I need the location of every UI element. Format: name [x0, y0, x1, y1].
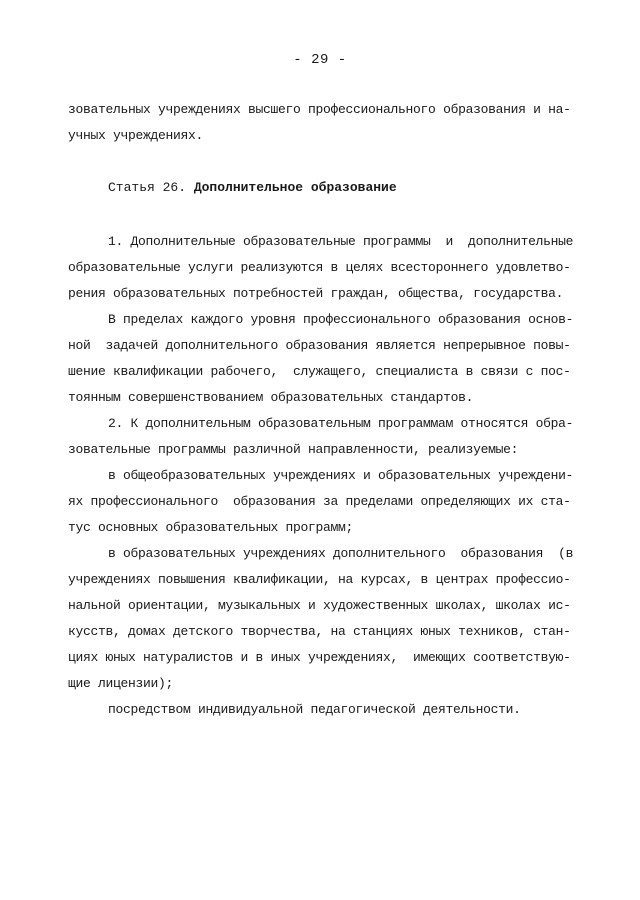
- text-line: учреждениях повышения квалификации, на курсах, в центрах профессио-: [68, 572, 571, 587]
- text-line: 2. К дополнительным образовательным программам относятся обра-: [108, 416, 574, 431]
- text-line: образовательные услуги реализуются в целях всестороннего удовлетво-: [68, 260, 571, 275]
- text-line: кусств, домах детского творчества, на станциях юных техников, стан-: [68, 624, 571, 639]
- text-line: нальной ориентации, музыкальных и художественных школах, школах ис-: [68, 598, 571, 613]
- text-line: учных учреждениях.: [68, 128, 204, 143]
- text-line: тоянным совершенствованием образовательных стандартов.: [68, 390, 474, 405]
- article-title: Дополнительное образование: [193, 180, 397, 195]
- text-line: в общеобразовательных учреждениях и образовательных учреждени-: [108, 468, 574, 483]
- page-number: - 29 -: [293, 52, 347, 68]
- text-line: тус основных образовательных программ;: [68, 520, 354, 535]
- text-line: циях юных натуралистов и в иных учреждениях, имеющих соответствую-: [68, 650, 571, 665]
- text-line: В пределах каждого уровня профессионального образования основ-: [108, 312, 574, 327]
- text-line: в образовательных учреждениях дополнительного образования (в: [108, 546, 574, 561]
- text-line: зовательных учреждениях высшего профессионального образования и на-: [68, 102, 571, 117]
- text-line: ной задачей дополнительного образования является непрерывное повы-: [68, 338, 571, 353]
- text-line: щие лицензии);: [68, 676, 174, 691]
- text-line: рения образовательных потребностей граждан, общества, государства.: [68, 286, 564, 301]
- text-line: ях профессионального образования за пределами определяющих их ста-: [68, 494, 571, 509]
- article-label: Статья 26.: [108, 180, 187, 195]
- text-line: зовательные программы различной направленности, реализуемые:: [68, 442, 519, 457]
- text-line: 1. Дополнительные образовательные программы и дополнительные: [108, 234, 574, 249]
- text-line: посредством индивидуальной педагогической деятельности.: [108, 702, 521, 717]
- text-line: шение квалификации рабочего, служащего, специалиста в связи с пос-: [68, 364, 571, 379]
- article-heading: [108, 180, 397, 196]
